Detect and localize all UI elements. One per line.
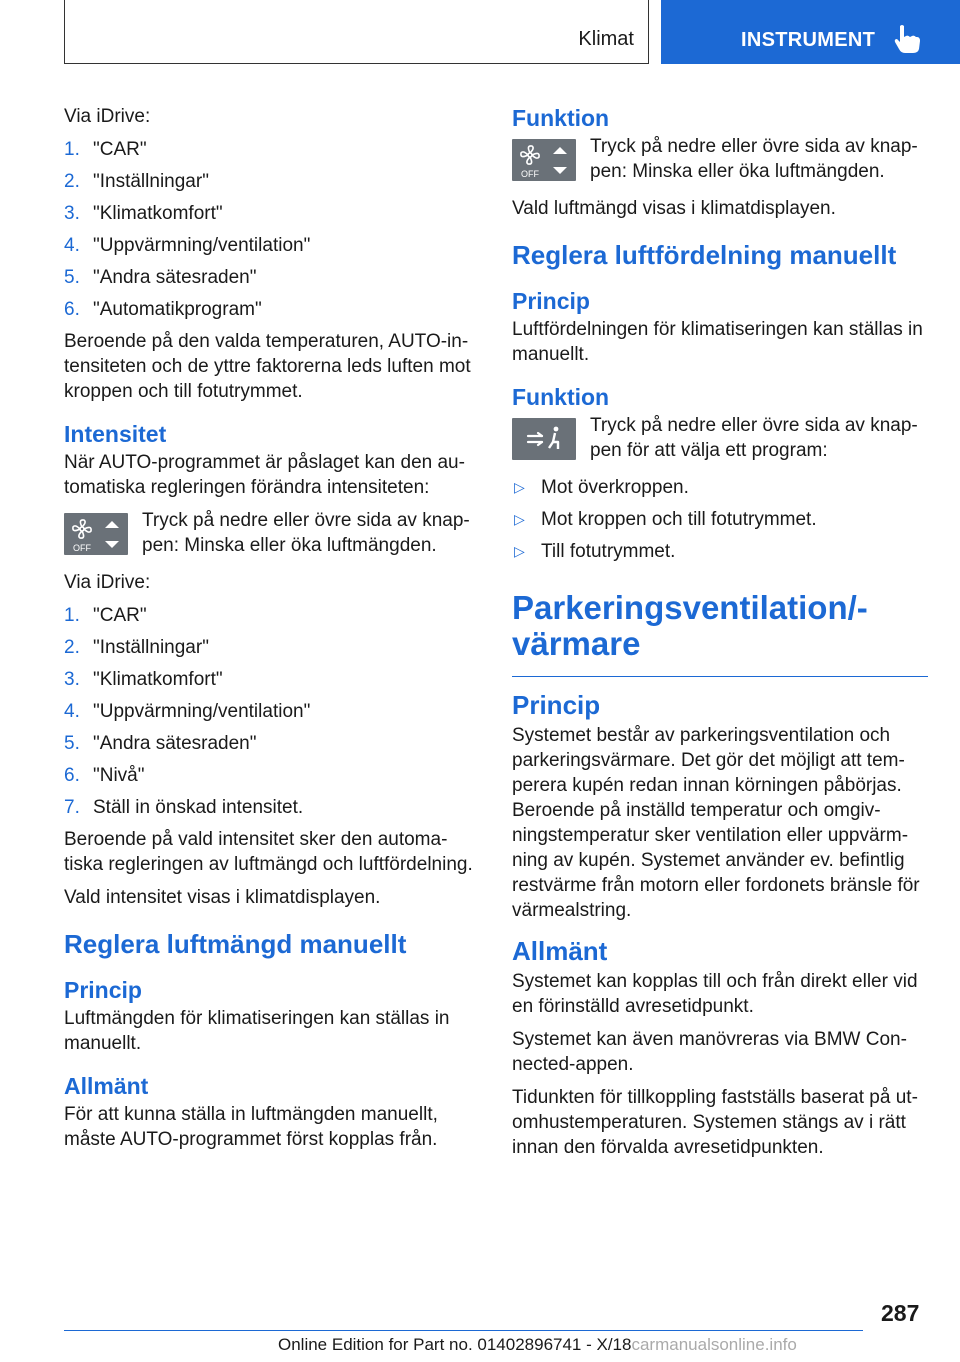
svg-text:OFF: OFF: [521, 169, 539, 179]
list-item: ▷ Mot kroppen och till fotutrymmet.: [514, 509, 817, 530]
paragraph: Luftfördelningen för klimatiseringen kan ställas in manuellt.: [512, 319, 923, 365]
list-item: 5. "Andra sätesraden": [64, 733, 257, 754]
paragraph: Beroende på den valda temperaturen, AUTO-intensiteten och de yttre faktorerna leds luften mot kroppen och till fotutrymmet.: [64, 331, 471, 402]
list-item: 3. "Klimatkomfort": [64, 669, 223, 690]
heading-reglera-luftfordelning: Reglera luftfördelning manuellt: [512, 240, 897, 270]
list-item: ▷ Mot överkroppen.: [514, 477, 689, 498]
paragraph: Vald luftmängd visas i klimatdisplayen.: [512, 198, 836, 219]
list-item: 5. "Andra sätesraden": [64, 267, 257, 288]
fan-off-button-icon: [512, 139, 576, 181]
heading-princip: Princip: [512, 690, 601, 720]
icon-instruction: [512, 413, 928, 463]
paragraph: Beroende på vald intensitet sker den automatiska regleringen av luftmängd och luftfördelning.: [64, 829, 473, 875]
heading-princip: Princip: [512, 288, 590, 314]
triangle-bullet-icon: ▷: [514, 543, 525, 559]
list-item: 7. Ställ in önskad intensitet.: [64, 797, 304, 818]
list-item: 2. "Inställningar": [64, 171, 209, 192]
right-column: [512, 104, 928, 1168]
idrive-steps-list: [64, 603, 478, 820]
heading-allmant: Allmänt: [64, 1073, 149, 1099]
program-options-list: [512, 475, 928, 564]
heading-parkeringsventilation: Parkeringsventilation/-värmare: [512, 590, 928, 677]
header-section-tab: [64, 0, 649, 64]
header-section-label: Klimat: [578, 28, 634, 50]
via-idrive-label: Via iDrive:: [64, 572, 151, 593]
heading-funktion: Funktion: [512, 105, 610, 131]
triangle-bullet-icon: ▷: [514, 479, 525, 495]
paragraph: Systemet kan även manövreras via BMW Connected-appen.: [512, 1029, 907, 1075]
paragraph: Systemet kan kopplas till och från direkt eller vid en förinställd avresetidpunkt.: [512, 971, 918, 1017]
pointing-hand-icon: [893, 24, 921, 54]
list-item: 3. "Klimatkomfort": [64, 203, 223, 224]
svg-text:OFF: OFF: [73, 543, 91, 553]
left-column: [64, 104, 478, 1160]
paragraph: Vald intensitet visas i klimatdisplayen.: [64, 887, 381, 908]
list-item: 1. "CAR": [64, 605, 147, 626]
icon-instruction-text: Tryck på nedre eller övre sida av knappen: Minska eller öka luftmängden.: [590, 136, 918, 182]
paragraph: Luftmängden för klimatiseringen kan ställas in manuellt.: [64, 1008, 450, 1054]
icon-instruction: [512, 134, 928, 184]
footer-divider: [64, 1330, 863, 1331]
heading-allmant: Allmänt: [512, 936, 608, 966]
idrive-steps-list: [64, 137, 478, 322]
footer-edition: Online Edition for Part no. 01402896741 - X/18carmanualsonline.info: [278, 1335, 797, 1354]
paragraph: När AUTO-programmet är påslaget kan den automatiska regleringen förändra intensiteten:: [64, 452, 465, 498]
paragraph: För att kunna ställa in luftmängden manuellt, måste AUTO-programmet först kopplas från.: [64, 1104, 438, 1150]
watermark: carmanualsonline.info: [631, 1335, 797, 1354]
via-idrive-label: Via iDrive:: [64, 106, 151, 127]
heading-reglera-luftmangd: Reglera luftmängd manuellt: [64, 929, 407, 959]
header-chapter-label: INSTRUMENT: [741, 29, 876, 51]
heading-intensitet: Intensitet: [64, 421, 167, 447]
list-item: 4. "Uppvärmning/ventilation": [64, 701, 311, 722]
heading-princip: Princip: [64, 977, 142, 1003]
header-chapter-tab[interactable]: [661, 0, 960, 64]
paragraph: Tidunkten för tillkoppling fastställs baserat på utomhustemperaturen. Systemen stängs av i rätt innan den förvalda avresetidpunkten.: [512, 1087, 918, 1158]
list-item: ▷ Till fotutrymmet.: [514, 541, 676, 562]
icon-instruction: [64, 508, 478, 558]
list-item: 6. "Nivå": [64, 765, 145, 786]
icon-instruction-text: Tryck på nedre eller övre sida av knappen för att välja ett program:: [590, 415, 918, 461]
paragraph: Systemet består av parkeringsventilation och parkeringsvärmare. Det gör det möjligt att temperera kupén redan innan körningen påbörjas. Beroende på inställd temperatur och omgivningstemperatur sker ventilation eller uppvärmning av kupén. Systemet använder ev. befintlig restvärme från motorn eller fordonets bränsle för värmealstring.: [512, 725, 920, 921]
icon-instruction-text: Tryck på nedre eller övre sida av knappen: Minska eller öka luftmängden.: [142, 510, 470, 556]
list-item: 1. "CAR": [64, 139, 147, 160]
heading-funktion: Funktion: [512, 384, 610, 410]
triangle-bullet-icon: ▷: [514, 511, 525, 527]
list-item: 4. "Uppvärmning/ventilation": [64, 235, 311, 256]
air-distribution-button-icon: [512, 418, 576, 460]
fan-off-button-icon: [64, 513, 128, 555]
page-number: 287: [881, 1300, 920, 1326]
list-item: 2. "Inställningar": [64, 637, 209, 658]
list-item: 6. "Automatikprogram": [64, 299, 262, 320]
